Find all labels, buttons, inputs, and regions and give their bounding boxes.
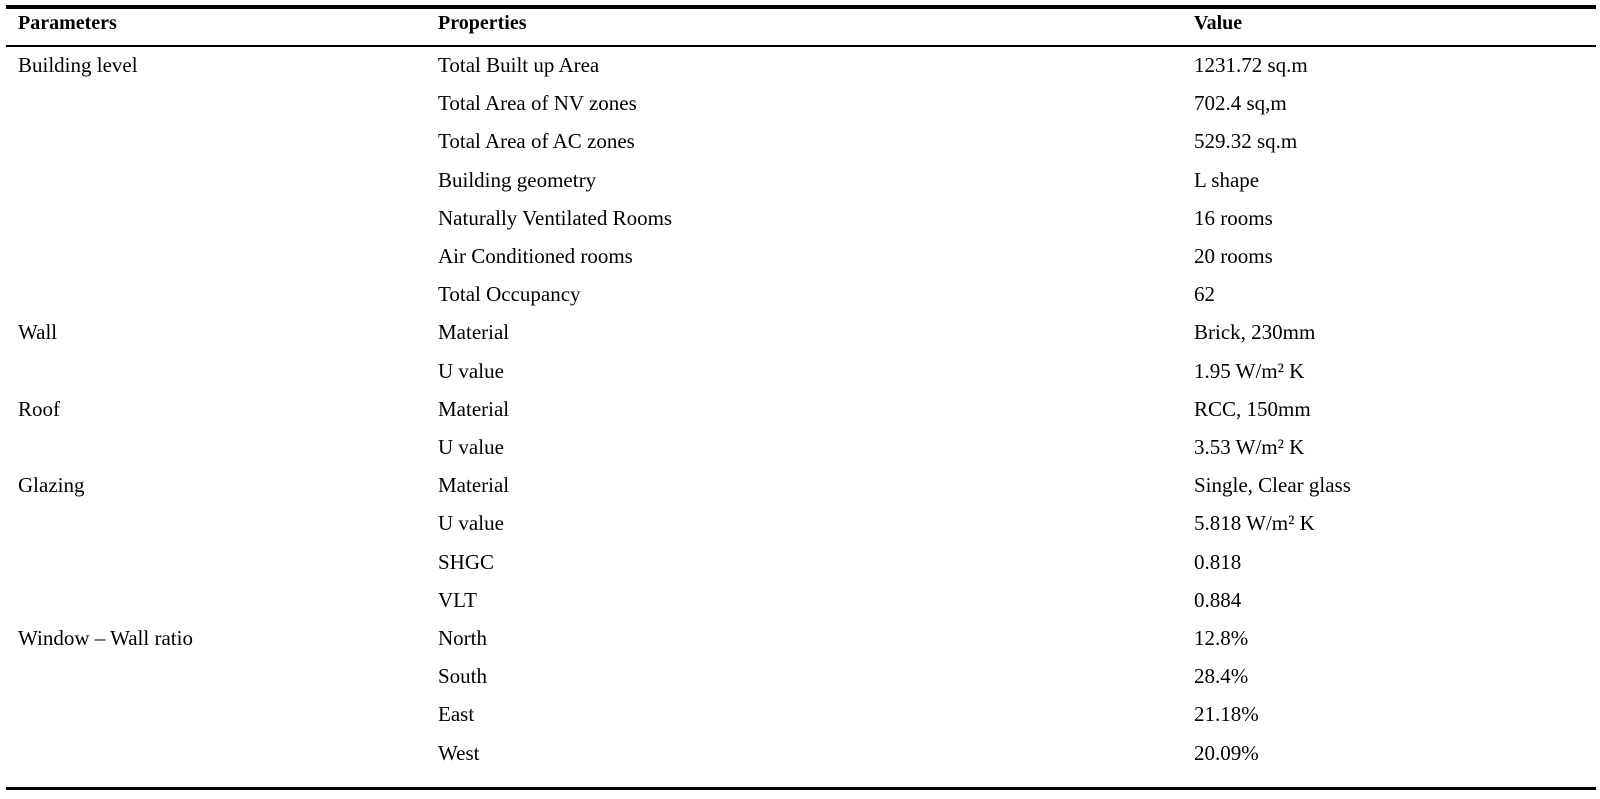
value-cell: 20.09%: [1194, 740, 1259, 765]
table-row: [0, 624, 1600, 662]
parameter-cell: Wall: [18, 320, 58, 345]
table-row: [0, 357, 1600, 395]
table-row: [0, 89, 1600, 127]
property-cell: Total Area of AC zones: [438, 129, 635, 154]
table-row: [0, 280, 1600, 318]
parameter-cell: Window – Wall ratio: [18, 626, 193, 650]
table-header-row: [0, 8, 1600, 46]
table-row: [0, 548, 1600, 586]
table-row: [0, 433, 1600, 471]
value-cell: 702.4 sq,m: [1194, 91, 1287, 116]
table-row: [0, 318, 1600, 356]
property-cell: VLT: [438, 587, 477, 612]
table-row: [0, 127, 1600, 165]
header-properties: Properties: [438, 12, 527, 34]
table-row: [0, 509, 1600, 547]
value-cell: 62: [1194, 282, 1215, 307]
property-cell: Total Occupancy: [438, 282, 581, 307]
table-row: [0, 471, 1600, 509]
table-row: [0, 586, 1600, 624]
header-parameters: Parameters: [18, 12, 117, 34]
table-row: [0, 700, 1600, 738]
value-cell: 28.4%: [1194, 664, 1249, 689]
property-cell: Total Area of NV zones: [438, 91, 637, 116]
table-row: [0, 166, 1600, 204]
table-row: [0, 395, 1600, 433]
value-cell: 3.53 W/m² K: [1194, 435, 1305, 459]
value-cell: Single, Clear glass: [1194, 473, 1351, 498]
property-cell: U value: [438, 511, 504, 536]
table-row: [0, 739, 1600, 777]
value-cell: 5.818 W/m² K: [1194, 511, 1315, 536]
parameter-cell: Building level: [18, 53, 138, 77]
value-cell: RCC, 150mm: [1194, 396, 1311, 421]
value-cell: 1.95 W/m² K: [1194, 358, 1305, 383]
property-cell: Material: [438, 320, 510, 345]
table-header-rule: [6, 45, 1596, 47]
value-cell: 20 rooms: [1194, 244, 1273, 268]
table-bottom-rule: [6, 787, 1596, 790]
value-cell: 16 rooms: [1194, 205, 1273, 230]
property-cell: U value: [438, 358, 504, 383]
parameter-cell: Glazing: [18, 473, 85, 498]
property-cell: SHGC: [438, 549, 495, 574]
property-cell: Naturally Ventilated Rooms: [438, 205, 673, 230]
value-cell: Brick, 230mm: [1194, 320, 1316, 345]
parameter-cell: Roof: [18, 396, 60, 421]
header-value: Value: [1194, 12, 1243, 34]
table-row: [0, 51, 1600, 89]
property-cell: Total Built up Area: [438, 53, 600, 77]
value-cell: 1231.72 sq.m: [1194, 53, 1308, 77]
table-row: [0, 204, 1600, 242]
property-cell: U value: [438, 435, 504, 459]
value-cell: 12.8%: [1194, 626, 1249, 650]
property-cell: South: [438, 664, 488, 689]
property-cell: Air Conditioned rooms: [438, 244, 633, 268]
property-cell: West: [438, 740, 480, 765]
property-cell: North: [438, 626, 487, 650]
table-row: [0, 242, 1600, 280]
value-cell: 0.818: [1194, 549, 1242, 574]
property-cell: Material: [438, 396, 510, 421]
table-row: [0, 662, 1600, 700]
value-cell: L shape: [1194, 167, 1260, 192]
value-cell: 529.32 sq.m: [1194, 129, 1298, 154]
value-cell: 21.18%: [1194, 702, 1259, 727]
property-cell: Material: [438, 473, 510, 498]
property-cell: East: [438, 702, 475, 727]
property-cell: Building geometry: [438, 167, 597, 192]
value-cell: 0.884: [1194, 587, 1242, 612]
